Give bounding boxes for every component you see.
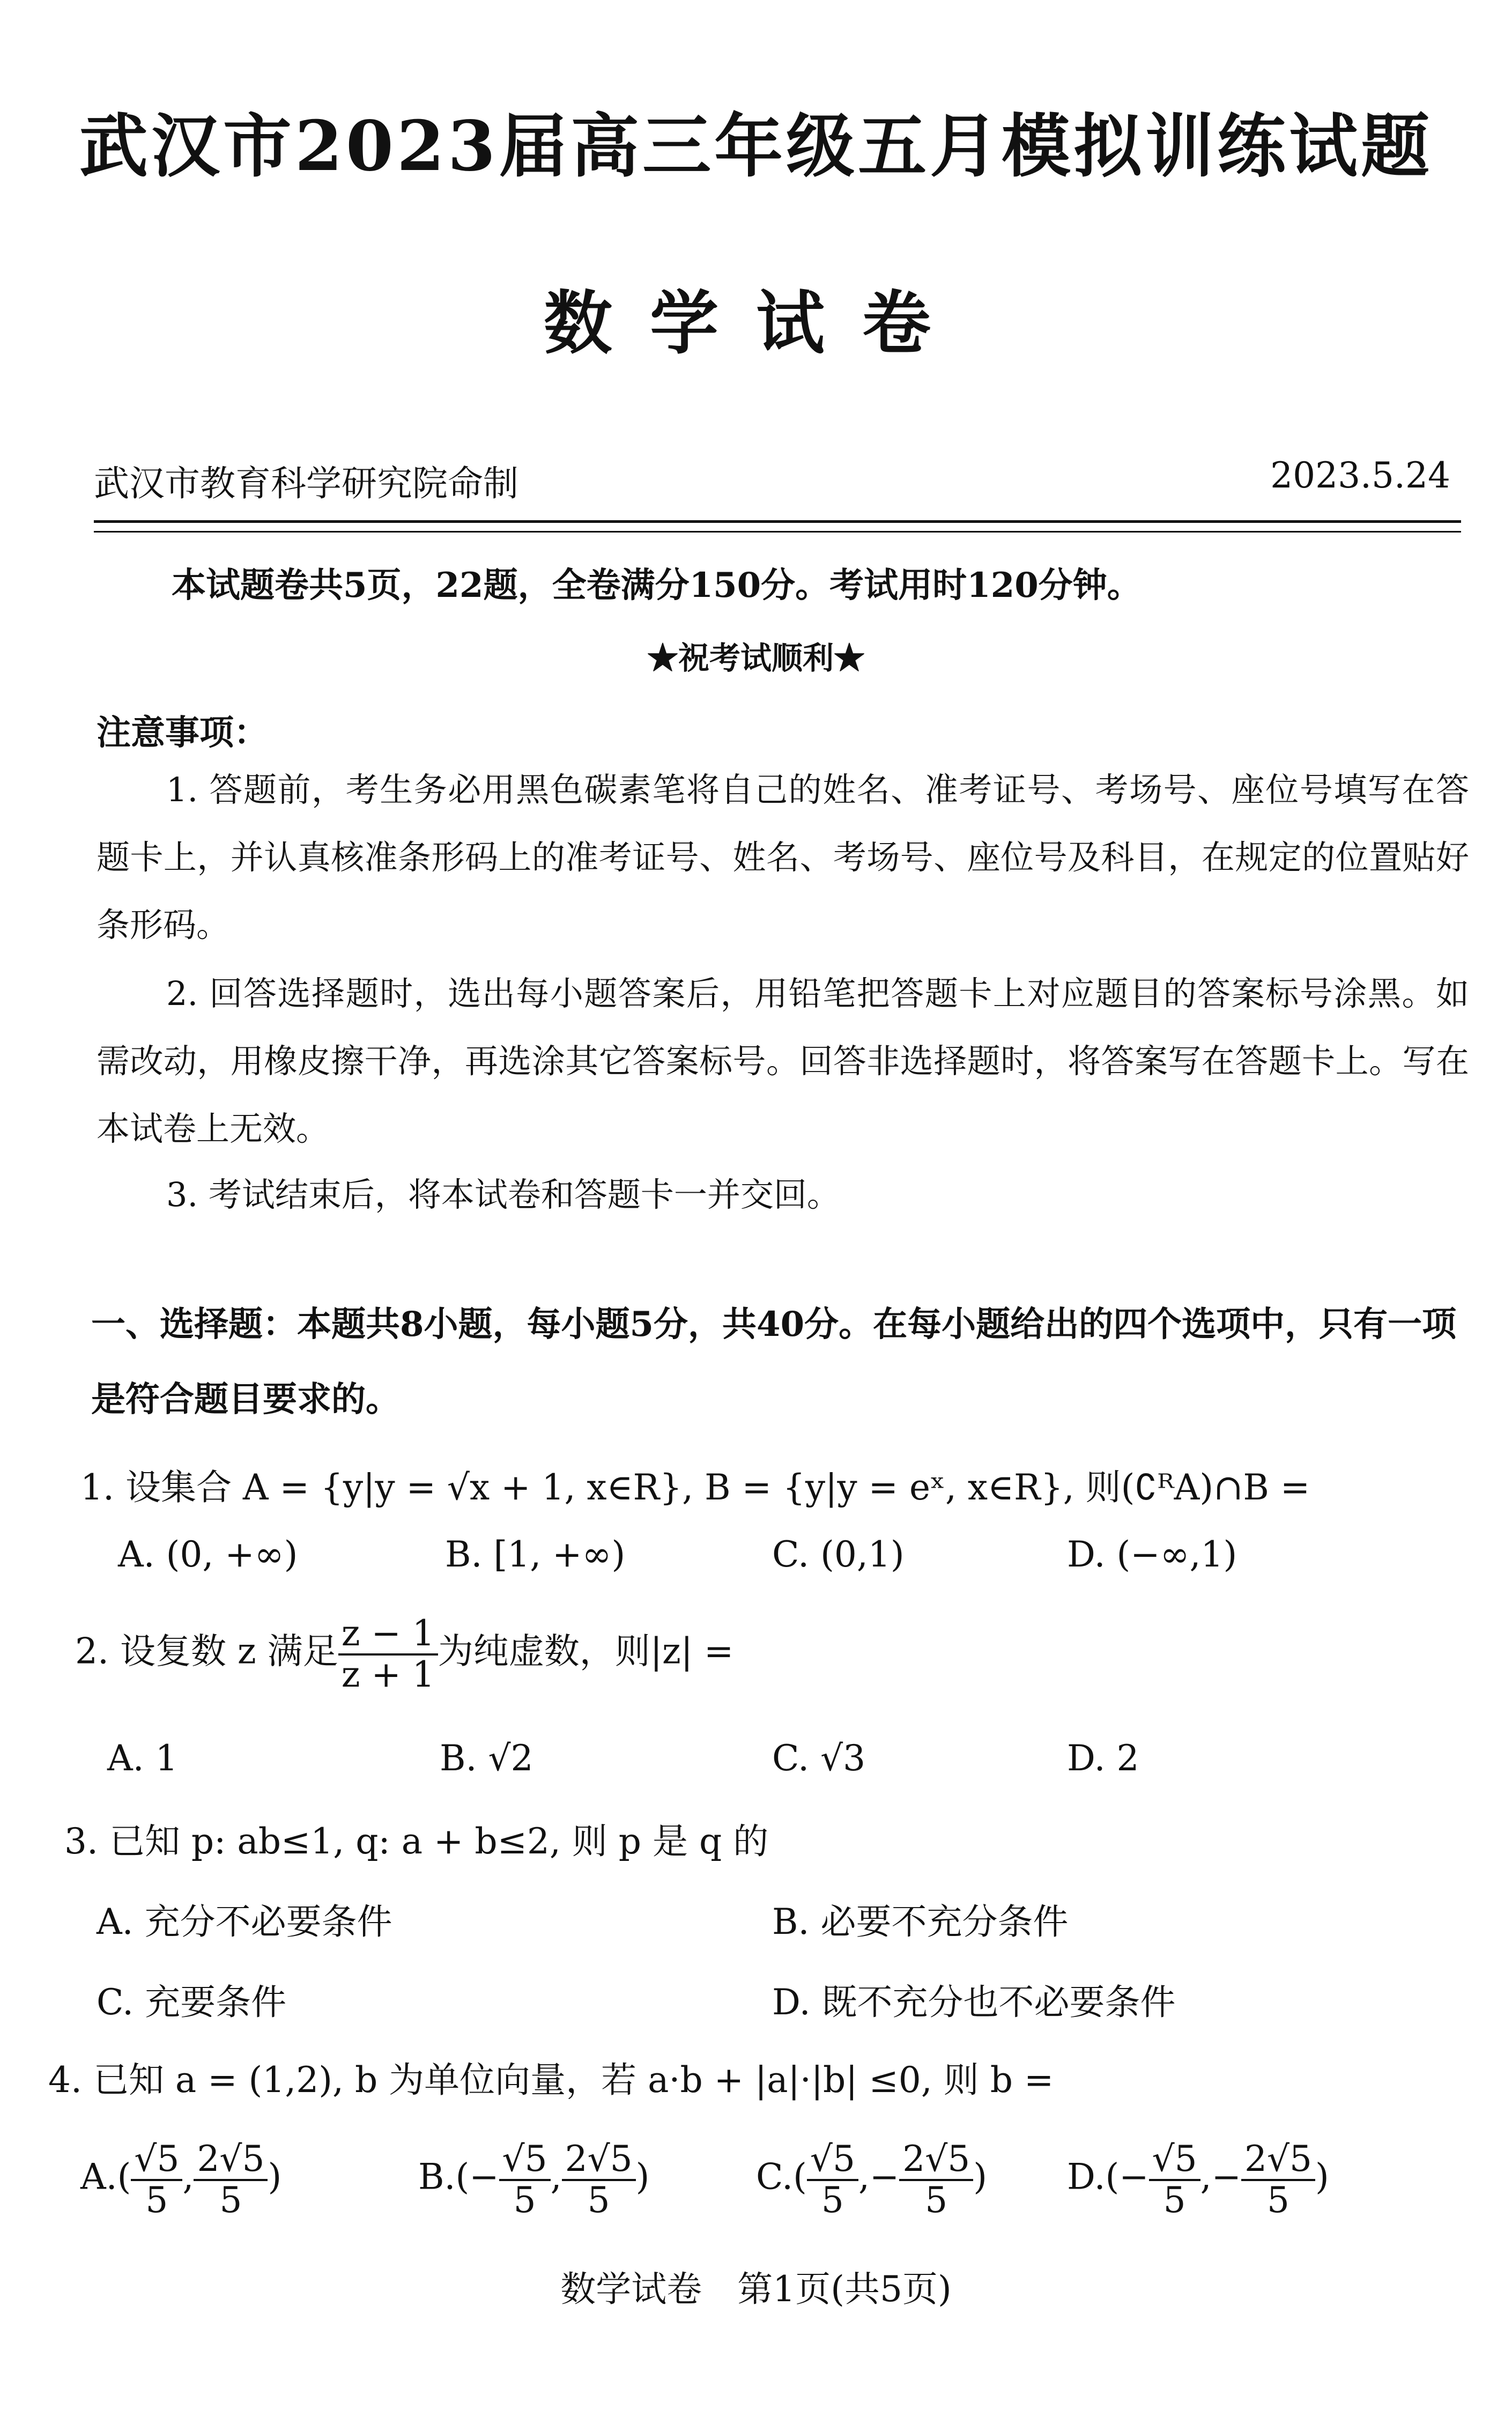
- minus-sign: −: [1119, 2156, 1149, 2198]
- denominator: 5: [1266, 2179, 1289, 2221]
- comma: ,: [858, 2156, 870, 2198]
- denominator: 5: [1163, 2179, 1186, 2221]
- denominator: 5: [219, 2179, 242, 2221]
- question-2-option-b: B. √2: [440, 1738, 533, 1779]
- numerator: 2√5: [899, 2140, 973, 2181]
- question-4-option-b: [418, 2140, 649, 2220]
- numerator: 2√5: [1241, 2140, 1315, 2181]
- exam-title: 武汉市2023届高三年级五月模拟训练试题: [79, 106, 1433, 187]
- numerator: √5: [499, 2140, 551, 2181]
- question-2-denominator: z + 1: [341, 1653, 435, 1695]
- notice-item-1: 1. 答题前，考生务必用黑色碳素笔将自己的姓名、准考证号、考场号、座位号填写在答题卡上，并认真核准条形码上的准考证号、姓名、考场号、座位号及科目，在规定的位置贴好条形码。: [97, 770, 1469, 944]
- fraction: [131, 2140, 182, 2220]
- header-rule-thin: [94, 531, 1461, 533]
- minus-sign: −: [469, 2156, 499, 2198]
- denominator: 5: [925, 2179, 948, 2221]
- comma: ,: [550, 2156, 562, 2198]
- question-2-fraction: [338, 1614, 438, 1694]
- option-label: D.: [1067, 2156, 1106, 2198]
- paren: ): [268, 2156, 282, 2198]
- comma: ,: [182, 2156, 194, 2198]
- paren: (: [1105, 2156, 1120, 2198]
- question-2-stem: [75, 1614, 733, 1694]
- numerator: √5: [807, 2140, 858, 2181]
- denominator: 5: [821, 2179, 844, 2221]
- fraction: [899, 2140, 973, 2220]
- minus-sign: −: [1211, 2156, 1241, 2198]
- question-1-option-b: B. [1, +∞): [445, 1534, 626, 1575]
- question-1-option-d: D. (−∞,1): [1067, 1534, 1237, 1575]
- fraction: [1241, 2140, 1315, 2220]
- question-2-numerator: z − 1: [338, 1614, 438, 1656]
- fraction: [807, 2140, 858, 2220]
- question-1-stem: 1. 设集合 A = {y|y = √x + 1, x∈R}, B = {y|y = eˣ, x∈R}, 则(∁ᴿA)∩B =: [80, 1467, 1310, 1508]
- question-2-option-c: C. √3: [772, 1738, 866, 1779]
- question-2-prefix: 2. 设复数 z 满足: [75, 1630, 338, 1672]
- good-luck-banner: ★祝考试顺利★: [647, 640, 865, 676]
- denominator: 5: [513, 2179, 536, 2221]
- option-label: B.: [418, 2156, 456, 2198]
- issuer: 武汉市教育科学研究院命制: [94, 463, 518, 504]
- question-2-suffix: 为纯虚数，则|z| =: [438, 1630, 734, 1672]
- header-rule-thick: [94, 520, 1461, 523]
- notice-item-2: 2. 回答选择题时，选出每小题答案后，用铅笔把答题卡上对应题目的答案标号涂黑。如需改动，用橡皮擦干净，再选涂其它答案标号。回答非选择题时，将答案写在答题卡上。写在本试卷上无效。: [97, 974, 1469, 1148]
- question-4-option-a: [80, 2140, 281, 2220]
- question-1-option-c: C. (0,1): [772, 1534, 905, 1575]
- numerator: 2√5: [562, 2140, 636, 2181]
- fraction: [499, 2140, 551, 2220]
- question-1-option-a: A. (0, +∞): [118, 1534, 298, 1575]
- paren: ): [973, 2156, 988, 2198]
- paren: (: [455, 2156, 470, 2198]
- question-3-stem: 3. 已知 p: ab≤1, q: a + b≤2, 则 p 是 q 的: [64, 1821, 769, 1862]
- notice-item-3: 3. 考试结束后，将本试卷和答题卡一并交回。: [166, 1175, 840, 1214]
- question-3-option-b: B. 必要不充分条件: [772, 1901, 1069, 1942]
- numerator: 2√5: [194, 2140, 268, 2181]
- paren: ): [635, 2156, 650, 2198]
- comma: ,: [1200, 2156, 1212, 2198]
- paren: (: [793, 2156, 807, 2198]
- question-2-option-d: D. 2: [1067, 1738, 1139, 1779]
- notice-title: 注意事项：: [97, 713, 268, 753]
- denominator: 5: [587, 2179, 610, 2221]
- section-heading: 一、选择题：本题共8小题，每小题5分，共40分。在每小题给出的四个选项中，只有一项是符合题目要求的。: [91, 1304, 1457, 1420]
- page-footer: 数学试卷 第1页(共5页): [560, 2268, 952, 2310]
- option-label: A.: [80, 2156, 117, 2198]
- numerator: √5: [1149, 2140, 1200, 2181]
- question-4-stem: 4. 已知 a = (1,2), b 为单位向量，若 a·b + |a|·|b| ≤0, 则 b =: [48, 2059, 1054, 2101]
- question-3-option-c: C. 充要条件: [97, 1982, 287, 2023]
- paren: ): [1315, 2156, 1329, 2198]
- fraction: [562, 2140, 636, 2220]
- question-4-option-d: [1067, 2140, 1329, 2220]
- fraction: [1149, 2140, 1200, 2220]
- question-3-option-d: D. 既不充分也不必要条件: [772, 1982, 1176, 2023]
- question-4-option-c: [756, 2140, 987, 2220]
- fraction: [194, 2140, 268, 2220]
- denominator: 5: [145, 2179, 168, 2221]
- minus-sign: −: [869, 2156, 900, 2198]
- exam-date: 2023.5.24: [1270, 455, 1450, 496]
- numerator: √5: [131, 2140, 182, 2181]
- exam-summary: 本试题卷共5页，22题，全卷满分150分。考试用时120分钟。: [172, 565, 1142, 605]
- question-2-option-a: A. 1: [107, 1738, 178, 1779]
- exam-subtitle: 数学试卷: [543, 283, 968, 364]
- question-3-option-a: A. 充分不必要条件: [97, 1901, 392, 1942]
- option-label: C.: [756, 2156, 794, 2198]
- paren: (: [117, 2156, 131, 2198]
